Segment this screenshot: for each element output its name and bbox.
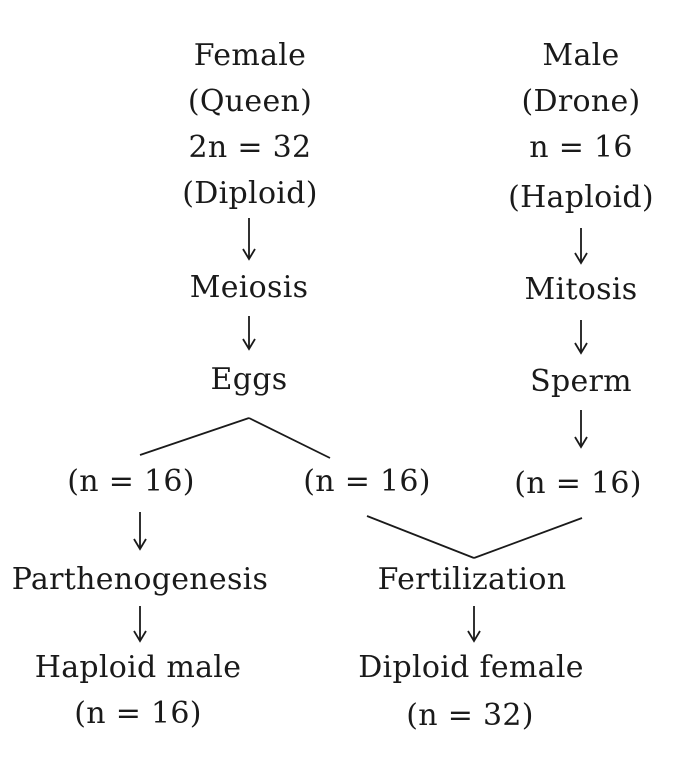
haploid-male-label: Haploid male [34,650,242,685]
female-gamete: Eggs [210,362,288,397]
female-ploidy: (Diploid) [182,176,318,211]
arrow-mitosis-to-sperm [575,320,587,353]
eggs-split-connector [140,418,330,458]
parthenogenesis-label: Parthenogenesis [11,562,269,597]
arrow-female-to-meiosis [243,218,255,259]
arrow-parthenogenesis-to-male [134,606,146,641]
diploid-female-label: Diploid female [358,650,584,685]
female-chromosomes: 2n = 32 [188,130,312,165]
arrow-meiosis-to-eggs [243,316,255,349]
fertilization-join-connector [367,516,582,558]
female-caste: (Queen) [187,84,313,119]
male-title: Male [542,38,620,73]
female-division: Meiosis [189,270,309,305]
sperm-chromosomes: (n = 16) [514,466,642,501]
male-chromosomes: n = 16 [529,130,633,165]
diploid-female-chromosomes: (n = 32) [406,698,534,733]
arrow-male-to-mitosis [575,228,587,263]
haploid-male-chromosomes: (n = 16) [74,696,202,731]
egg-a-chromosomes: (n = 16) [67,464,195,499]
fertilization-label: Fertilization [377,562,567,597]
male-caste: (Drone) [521,84,641,119]
male-division: Mitosis [524,272,638,307]
female-title: Female [193,38,307,73]
arrow-fertilization-to-female [468,606,480,641]
arrow-sperm-to-haploid [575,410,587,447]
male-ploidy: (Haploid) [508,180,654,215]
arrow-egg-to-parthenogenesis [134,512,146,549]
male-gamete: Sperm [530,364,632,399]
egg-b-chromosomes: (n = 16) [303,464,431,499]
